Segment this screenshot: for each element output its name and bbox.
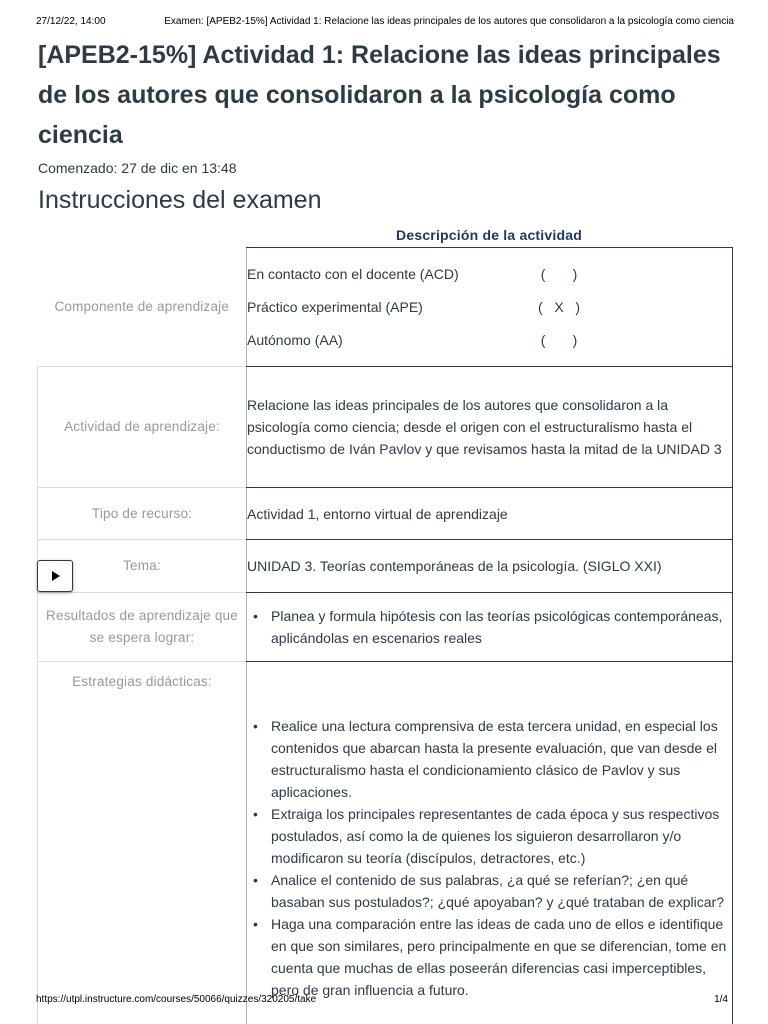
print-page-title: Examen: [APEB2-15%] Actividad 1: Relacione las ideas principales de los autores que consolidaron a la psicología como ciencia (164, 16, 734, 27)
resource-value: Actividad 1, entorno virtual de aprendizaje (247, 488, 733, 540)
activity-label: Actividad de aprendizaje: (38, 367, 247, 488)
component-option (247, 258, 732, 291)
list-item: • Analice el contenido de sus palabras, ¿a qué se referían?; ¿en qué basaban sus postulados?; ¿qué apoyaban? y ¿qué trataban de explicar? (271, 869, 732, 913)
quiz-title: [APEB2-15%] Actividad 1: Relacione las ideas principales de los autores que consolidaron a la psicología como ciencia (38, 41, 721, 149)
component-options (247, 248, 733, 367)
component-option (247, 324, 732, 357)
print-url: https://utpl.instructure.com/courses/50066/quizzes/320205/take (36, 994, 317, 1005)
print-footer (36, 994, 728, 1005)
component-option (247, 291, 732, 324)
results-label: Resultados de aprendizaje que se espera lograr: (38, 593, 247, 662)
started-value: 27 de dic en 13:48 (121, 160, 237, 176)
print-page-count: 1/4 (714, 994, 728, 1005)
strategies-label: Estrategias didácticas: (38, 662, 247, 1024)
component-option-name: Autónomo (AA) (247, 332, 343, 348)
topic-label: Tema: (38, 540, 247, 593)
play-icon (52, 571, 60, 581)
component-option-mark: ( ) (540, 332, 578, 348)
resource-label: Tipo de recurso: (38, 488, 247, 540)
activity-table (37, 247, 733, 1024)
topic-value: UNIDAD 3. Teorías contemporáneas de la psicología. (SIGLO XXI) (247, 540, 733, 593)
table-row-strategies (38, 662, 733, 1024)
list-item: • Planea y formula hipótesis con las teorías psicológicas contemporáneas, aplicándolas en escenarios reales (271, 605, 732, 649)
strategies-value (247, 662, 733, 1024)
results-value (247, 593, 733, 662)
activity-table-caption: Descripción de la actividad (396, 227, 582, 243)
play-button[interactable] (37, 560, 73, 592)
started-label: Comenzado: (38, 160, 118, 176)
component-option-mark: ( X ) (538, 299, 580, 315)
started-info (38, 160, 237, 176)
print-timestamp: 27/12/22, 14:00 (36, 16, 106, 27)
table-row-component (38, 248, 733, 367)
table-row-topic (38, 540, 733, 593)
component-label: Componente de aprendizaje (54, 298, 230, 314)
strategies-list (247, 715, 732, 1001)
print-header (36, 16, 734, 27)
component-option-name: Práctico experimental (APE) (247, 299, 423, 315)
table-row-activity (38, 367, 733, 488)
list-item: • Extraiga los principales representantes de cada época y sus respectivos postulados, así como la de quienes los siguieron desarrollaron y/o modificaron su teoría (discípulos, detractores, etc.) (271, 803, 732, 869)
instructions-heading: Instrucciones del examen (38, 186, 322, 214)
activity-value: Relacione las ideas principales de los autores que consolidaron a la psicología como ciencia; desde el origen con el estructuralismo hasta el conductismo de Iván Pavlov y que revisamos hasta la mitad de la UNIDAD 3 (247, 367, 733, 488)
list-item: • Realice una lectura comprensiva de esta tercera unidad, en especial los contenidos que abarcan hasta la presente evaluación, que van desde el estructuralismo hasta el condicionamiento clásico de Pavlov y sus aplicaciones. (271, 715, 732, 803)
results-list (247, 605, 732, 649)
table-row-results (38, 593, 733, 662)
table-row-resource (38, 488, 733, 540)
component-option-name: En contacto con el docente (ACD) (247, 266, 459, 282)
list-item: • Haga una comparación entre las ideas de cada uno de ellos e identifique en que son similares, pero principalmente en que se diferencian, tome en cuenta que muchas de ellas poseerán diferencias casi imperceptibles, pero de gran influencia a futuro. (271, 913, 732, 1001)
component-option-mark: ( ) (540, 266, 578, 282)
